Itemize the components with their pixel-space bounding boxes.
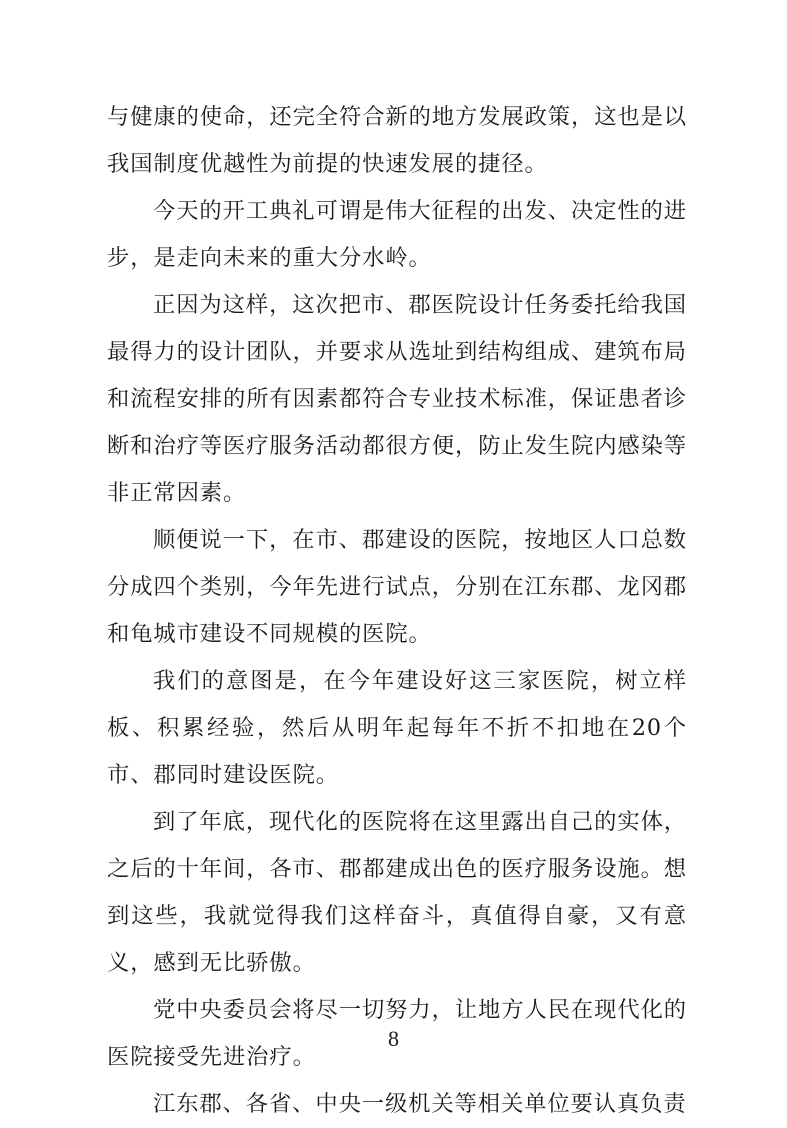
paragraph-8: 江东郡、各省、中央一级机关等相关单位要认真负责 [153,1091,687,1117]
paragraph-6: 到了年底，现代化的医院将在这里露出自己的实体，之后的十年间，各市、郡都建成出色的医疗服务设施。想到这些，我就觉得我们这样奋斗，真值得自豪，又有意义，感到无比骄傲。 [107,809,687,976]
paragraph-4: 顺便说一下，在市、郡建设的医院，按地区人口总数分成四个类别，今年先进行试点，分别在江东郡、龙冈郡和龟城市建设不同规模的医院。 [107,527,687,647]
paragraph-7: 党中央委员会将尽一切努力，让地方人民在现代化的医院接受先进治疗。 [107,997,687,1070]
document-body [107,94,687,1128]
paragraph-2: 今天的开工典礼可谓是伟大征程的出发、决定性的进步，是走向未来的重大分水岭。 [107,198,687,271]
paragraph-1: 与健康的使命，还完全符合新的地方发展政策，这也是以我国制度优越性为前提的快速发展的捷径。 [107,104,687,177]
paragraph-3: 正因为这样，这次把市、郡医院设计任务委托给我国最得力的设计团队，并要求从选址到结构组成、建筑布局和流程安排的所有因素都符合专业技术标准，保证患者诊断和治疗等医疗服务活动都很方便，防止发生院内感染等非正常因素。 [107,292,687,506]
page-number: 8 [388,1026,399,1051]
paragraph-5: 我们的意图是，在今年建设好这三家医院，树立样板、积累经验，然后从明年起每年不折不扣地在20个市、郡同时建设医院。 [107,668,687,788]
